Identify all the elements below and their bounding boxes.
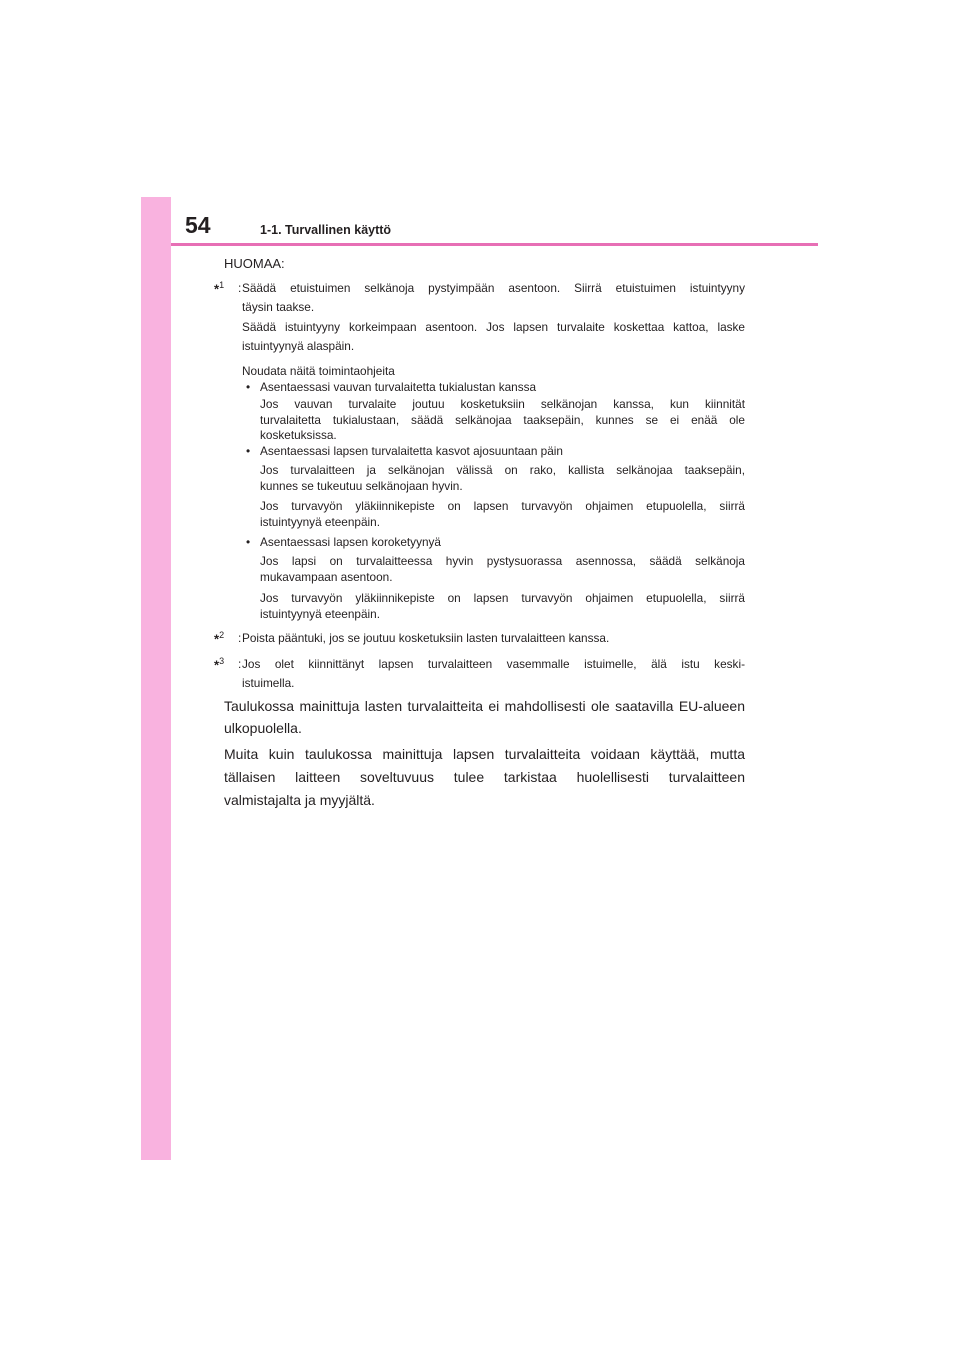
- note-heading: HUOMAA:: [224, 256, 285, 271]
- note2-text: Poista pääntuki, jos se joutuu kosketuksiin lasten turvalaitteen kanssa.: [242, 631, 610, 645]
- body-paragraph-line: tällaisen laitteen soveltuvuus tulee tarkistaa huolellisesti turvalaitteen: [224, 769, 745, 785]
- bullet-text-line: Jos lapsi on turvalaitteessa hyvin pystysuorassa asennossa, säädä selkänoja: [260, 554, 745, 568]
- bullet-text-line: kosketuksissa.: [260, 428, 337, 442]
- bullet-text-line: Jos turvalaitteen ja selkänojan välissä on rako, kallista selkänojaa taaksepäin,: [260, 463, 745, 477]
- bullet-text-line: istuintyynyä eteenpäin.: [260, 607, 381, 621]
- bullet-text-line: mukavampaan asentoon.: [260, 570, 393, 584]
- instructions-title: Noudata näitä toimintaohjeita: [242, 364, 395, 378]
- bullet-dot: •: [246, 380, 251, 394]
- side-tab-bar: [141, 197, 171, 1160]
- bullet-text-line: Jos turvavyön yläkiinnikepiste on lapsen turvavyön ohjaimen etupuolella, siirrä: [260, 591, 745, 605]
- page-number: 54: [185, 212, 211, 238]
- body-paragraph-line: valmistajalta ja myyjältä.: [224, 792, 375, 808]
- footnote-marker: *$^3$: [214, 656, 225, 673]
- bullet-text-line: Jos turvavyön yläkiinnikepiste on lapsen turvavyön ohjaimen etupuolella, siirrä: [260, 499, 745, 513]
- bullet-title: Asentaessasi vauvan turvalaitetta tukialustan kanssa: [260, 380, 537, 394]
- body-paragraph-line: Muita kuin taulukossa mainittuja lapsen turvalaitteita voidaan käyttää, mutta: [224, 746, 745, 762]
- footnote-marker: *$^2$: [214, 630, 225, 647]
- note1-para2-line2: istuintyynyä alaspäin.: [242, 339, 355, 353]
- header-rule: [171, 243, 818, 246]
- note1-line2: täysin taakse.: [242, 300, 315, 314]
- bullet-text-line: turvalaitetta tukialustaan, säädä selkänojaa taaksepäin, kunnes se ei enää ole: [260, 413, 745, 427]
- bullet-title: Asentaessasi lapsen koroketyynyä: [260, 535, 441, 549]
- bullet-dot: •: [246, 535, 251, 549]
- bullet-text-line: istuintyynyä eteenpäin.: [260, 515, 381, 529]
- bullet-title: Asentaessasi lapsen turvalaitetta kasvot ajosuuntaan päin: [260, 444, 563, 458]
- note1-line1: Säädä etuistuimen selkänoja pystyimpään asentoon. Siirrä etuistuimen istuintyyny: [242, 281, 745, 295]
- note3-line2: istuimella.: [242, 676, 295, 690]
- section-title: 1-1. Turvallinen käyttö: [260, 223, 392, 237]
- bullet-dot: •: [246, 444, 251, 458]
- body-paragraph-line: ulkopuolella.: [224, 720, 302, 736]
- bullet-text-line: Jos vauvan turvalaite joutuu kosketuksiin selkänojan kanssa, kun kiinnität: [260, 397, 745, 411]
- note3-line1: Jos olet kiinnittänyt lapsen turvalaitteen vasemmalle istuimelle, älä istu keski-: [242, 657, 745, 671]
- footnote-marker: *$^1$: [214, 280, 225, 297]
- body-paragraph-line: Taulukossa mainittuja lasten turvalaitteita ei mahdollisesti ole saatavilla EU-alueen: [224, 698, 745, 714]
- note1-para2-line1: Säädä istuintyyny korkeimpaan asentoon. Jos lapsen turvalaite koskettaa kattoa, laske: [242, 320, 745, 334]
- bullet-text-line: kunnes se tukeutuu selkänojaan hyvin.: [260, 479, 463, 493]
- page-header: [171, 208, 818, 246]
